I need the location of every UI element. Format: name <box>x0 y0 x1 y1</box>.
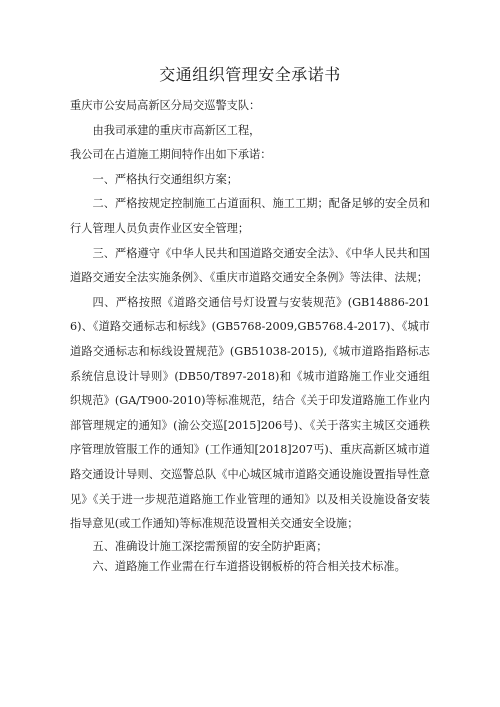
commitment-item-5: 五、准确设计施工深挖需预留的安全防护距离； <box>92 539 328 553</box>
commitment-item-2: 二、严格按规定控制施工占道面积、施工工期；配备足够的安全员和行人管理人员负责作业区安全管理； <box>70 197 430 235</box>
lead-paragraph: 我公司在占道施工期间特作出如下承诺： <box>70 148 272 162</box>
commitment-item-1: 一、严格执行交通组织方案； <box>92 172 238 186</box>
commitment-item-6: 六、道路施工作业需在行车道搭设钢板桥的符合相关技术标准。 <box>92 559 406 573</box>
commitment-item-4: 四、严格按照《道路交通信号灯设置与安装规范》(GB14886-2016)、《道路交通标志和标线》(GB5768-2009,GB5768.4-2017)、《城市道路交通标志和标线设置规范》(GB51038-2015),《城市道路指路标志系统信息设计导则》(DB50/T897-2018)和《城市道路施工作业交通组织规范》(GA/T900-2010)等标准规范，结合《关于印发道路施工作业内部管理规定的通知》(渝公交巡[2015]206号)、《关于落实主城区交通秩序管理放管服工作的通知》(工作通知[2018]207丐)、重庆高新区城市道路交通设计导则、交巡警总队《中心城区城市道路交通设施设置指导性意见》《关于进一步规范道路施工作业管理的通知》以及相关设施设备安装指导意见(或工作通知)等标准规范设置相关交通安全设施； <box>70 295 430 531</box>
addressee: 重庆市公安局高新区分局交巡警支队： <box>70 99 261 112</box>
document-title: 交通组织管理安全承诺书 <box>159 65 341 84</box>
commitment-item-3: 三、严格遵守《中华人民共和国道路交通安全法》、《中华人民共和国道路交通安全法实施条例》、《重庆市道路交通安全条例》等法律、法规； <box>70 246 430 285</box>
intro-paragraph: 由我司承建的重庆市高新区工程， <box>92 123 261 137</box>
